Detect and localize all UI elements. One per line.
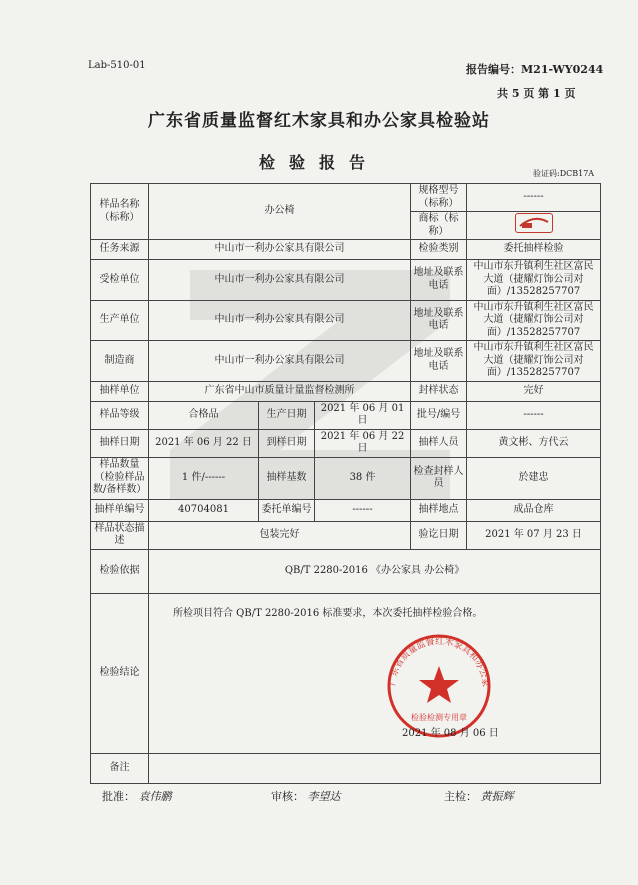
conclusion-text: 所检项目符合 QB/T 2280-2016 标准要求，本次委托抽样检验合格。 bbox=[173, 607, 483, 619]
grade-label: 样品等级 bbox=[91, 401, 149, 429]
finish-label: 验讫日期 bbox=[411, 521, 467, 549]
main-inspector-label: 主检： bbox=[444, 790, 477, 803]
order-no-value: ------ bbox=[315, 499, 411, 521]
sampler-person-value: 黄文彬、方代云 bbox=[467, 429, 601, 457]
seal-ring-text: 广东省质量监督红木家具和办公家 bbox=[387, 636, 491, 688]
maker-label: 制造商 bbox=[91, 341, 149, 382]
signature-row bbox=[102, 788, 514, 804]
place-label: 抽样地点 bbox=[411, 499, 467, 521]
review-label: 审核： bbox=[271, 790, 304, 803]
report-subtitle: 检验报告 bbox=[258, 153, 379, 172]
finish-value: 2021 年 07 月 23 日 bbox=[467, 521, 601, 549]
seal-sub-text: 检验检测专用章 bbox=[411, 713, 467, 722]
sampler-label: 抽样单位 bbox=[91, 381, 149, 401]
base-value: 38 件 bbox=[315, 457, 411, 499]
inspect-type-label: 检验类别 bbox=[411, 240, 467, 260]
remark-value bbox=[149, 753, 601, 783]
batch-label: 批号/编号 bbox=[411, 401, 467, 429]
sample-no-label: 抽样单编号 bbox=[91, 499, 149, 521]
base-label: 抽样基数 bbox=[259, 457, 315, 499]
prod-date-label: 生产日期 bbox=[259, 401, 315, 429]
approve-label: 批准： bbox=[102, 790, 135, 803]
order-no-label: 委托单编号 bbox=[259, 499, 315, 521]
producer-value: 中山市一利办公家具有限公司 bbox=[149, 300, 411, 341]
client-value: 中山市一利办公家具有限公司 bbox=[149, 260, 411, 301]
sample-date-label: 抽样日期 bbox=[91, 429, 149, 457]
main-inspector-signature: 黄振辉 bbox=[480, 790, 514, 803]
qty-value: 1 件/------ bbox=[149, 457, 259, 499]
producer-addr-label: 地址及联系电话 bbox=[411, 300, 467, 341]
sealer-value: 於建忠 bbox=[467, 457, 601, 499]
page-indicator: 共 5 页 第 1 页 bbox=[497, 87, 576, 100]
page-title: 广东省质量监督红木家具和办公家具检验站 bbox=[148, 111, 490, 131]
inspect-type-value: 委托抽样检验 bbox=[467, 240, 601, 260]
sealer-label: 检查封样人员 bbox=[411, 457, 467, 499]
client-label: 受检单位 bbox=[91, 260, 149, 301]
conclusion-label: 检验结论 bbox=[91, 593, 149, 753]
sample-name: 办公椅 bbox=[149, 184, 411, 240]
arrive-date-value: 2021 年 06 月 22 日 bbox=[315, 429, 411, 457]
maker-addr-label: 地址及联系电话 bbox=[411, 341, 467, 382]
spec-value: ------ bbox=[467, 184, 601, 212]
lab-code: Lab-510-01 bbox=[88, 60, 146, 71]
review-signature: 李望达 bbox=[307, 790, 341, 803]
spec-label: 规格型号（标称） bbox=[411, 184, 467, 212]
conclusion-cell bbox=[149, 593, 601, 753]
seal-status-label: 封样状态 bbox=[411, 381, 467, 401]
producer-addr: 中山市东升镇利生社区富民大道（捷耀灯饰公司对面）/13528257707 bbox=[467, 300, 601, 341]
sample-date-value: 2021 年 06 月 22 日 bbox=[149, 429, 259, 457]
grade-value: 合格品 bbox=[149, 401, 259, 429]
approve-signature: 袁伟鹏 bbox=[138, 790, 172, 803]
state-label: 样品状态描述 bbox=[91, 521, 149, 549]
seal-date: 2021 年 08 月 06 日 bbox=[402, 728, 499, 739]
report-number: 报告编号：M21-WY0244 bbox=[466, 63, 604, 76]
brand-label: 商标（标称） bbox=[411, 212, 467, 240]
state-value: 包装完好 bbox=[149, 521, 411, 549]
maker-addr: 中山市东升镇利生社区富民大道（捷耀灯饰公司对面）/13528257707 bbox=[467, 341, 601, 382]
maker-value: 中山市一利办公家具有限公司 bbox=[149, 341, 411, 382]
prod-date-value: 2021 年 06 月 01 日 bbox=[315, 401, 411, 429]
basis-label: 检验依据 bbox=[91, 549, 149, 593]
seal-status-value: 完好 bbox=[467, 381, 601, 401]
client-addr-label: 地址及联系电话 bbox=[411, 260, 467, 301]
arrive-date-label: 到样日期 bbox=[259, 429, 315, 457]
producer-label: 生产单位 bbox=[91, 300, 149, 341]
basis-value: QB/T 2280-2016 《办公家具 办公椅》 bbox=[149, 549, 601, 593]
sample-no-value: 40704081 bbox=[149, 499, 259, 521]
sample-name-label: 样品名称（标称） bbox=[91, 184, 149, 240]
sampler-value: 广东省中山市质量计量监督检测所 bbox=[149, 381, 411, 401]
remark-label: 备注 bbox=[91, 753, 149, 783]
batch-value: ------ bbox=[467, 401, 601, 429]
entrust-label: 任务来源 bbox=[91, 240, 149, 260]
brand-logo-cell bbox=[467, 212, 601, 240]
client-addr: 中山市东升镇利生社区富民大道（捷耀灯饰公司对面）/13528257707 bbox=[467, 260, 601, 301]
brand-logo bbox=[515, 213, 553, 233]
entrust-value: 中山市一利办公家具有限公司 bbox=[149, 240, 411, 260]
qty-label: 样品数量（检验样品数/备样数） bbox=[91, 457, 149, 499]
sampler-person-label: 抽样人员 bbox=[411, 429, 467, 457]
report-table bbox=[90, 183, 601, 784]
verification-code: 验证码:DCB17A bbox=[533, 169, 595, 178]
place-value: 成品仓库 bbox=[467, 499, 601, 521]
